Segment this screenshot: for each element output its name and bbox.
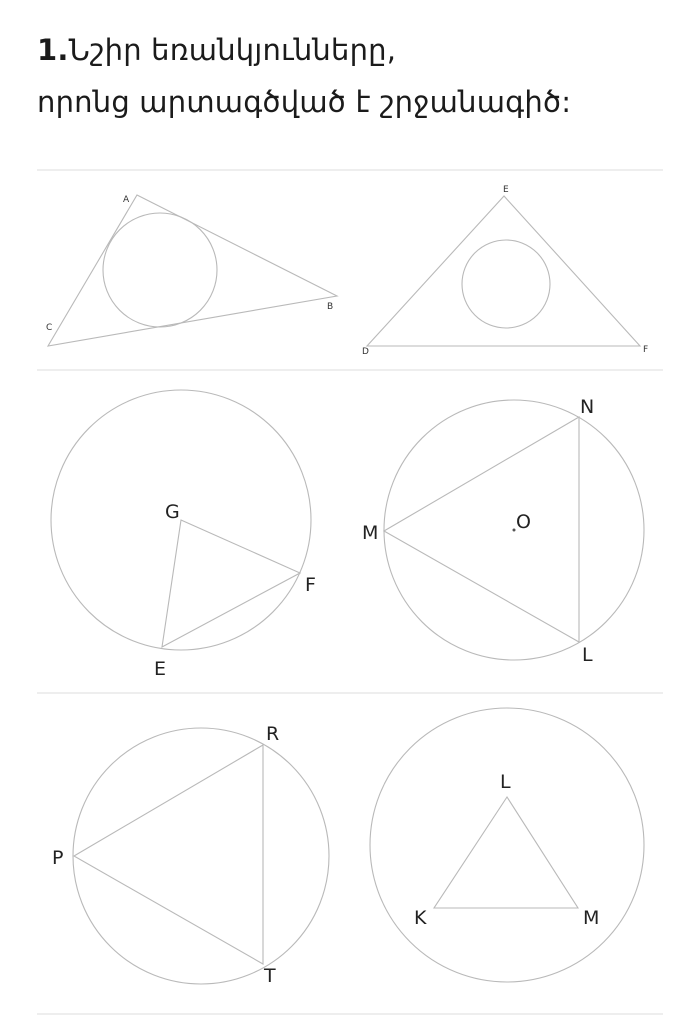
- label-d: D: [362, 347, 369, 357]
- label-f2: F: [305, 574, 316, 596]
- label-c: C: [46, 323, 53, 333]
- figure-triangle-gef[interactable]: [51, 390, 316, 680]
- circle-prt: [73, 728, 329, 984]
- label-f: F: [643, 345, 649, 355]
- question-number: 1.: [37, 33, 69, 67]
- label-r: R: [266, 723, 280, 745]
- label-b: B: [327, 302, 334, 312]
- label-g: G: [165, 501, 180, 523]
- label-a: A: [123, 195, 130, 205]
- incircle-abc: [103, 213, 217, 327]
- triangle-abc: [48, 195, 337, 346]
- triangle-klm: [434, 797, 578, 908]
- figure-triangle-def[interactable]: [362, 185, 648, 357]
- label-m2: M: [583, 907, 600, 929]
- label-e2: E: [154, 658, 167, 680]
- label-n: N: [580, 396, 595, 418]
- label-p: P: [52, 847, 64, 869]
- label-t: T: [264, 965, 276, 987]
- question-text-1: Նշիր եռանկյունները,: [68, 33, 397, 67]
- label-l2: L: [500, 771, 511, 793]
- circle-klm: [370, 708, 644, 982]
- label-o: O: [516, 511, 531, 533]
- triangle-def: [367, 196, 640, 346]
- figure-triangle-mnl[interactable]: [362, 396, 644, 666]
- triangle-prt: [74, 745, 263, 964]
- label-m: M: [362, 522, 379, 544]
- triangle-gef: [162, 520, 300, 647]
- figure-triangle-abc[interactable]: [46, 195, 337, 346]
- figure-triangle-prt[interactable]: [52, 723, 329, 987]
- figure-triangle-klm[interactable]: [370, 708, 644, 982]
- question-line-2: որոնց արտագծված է շրջանագիծ:: [37, 85, 572, 119]
- triangle-mnl: [384, 417, 579, 642]
- inner-circle-def: [462, 240, 550, 328]
- label-e: E: [503, 185, 509, 195]
- label-l: L: [582, 644, 593, 666]
- label-k: K: [414, 907, 427, 929]
